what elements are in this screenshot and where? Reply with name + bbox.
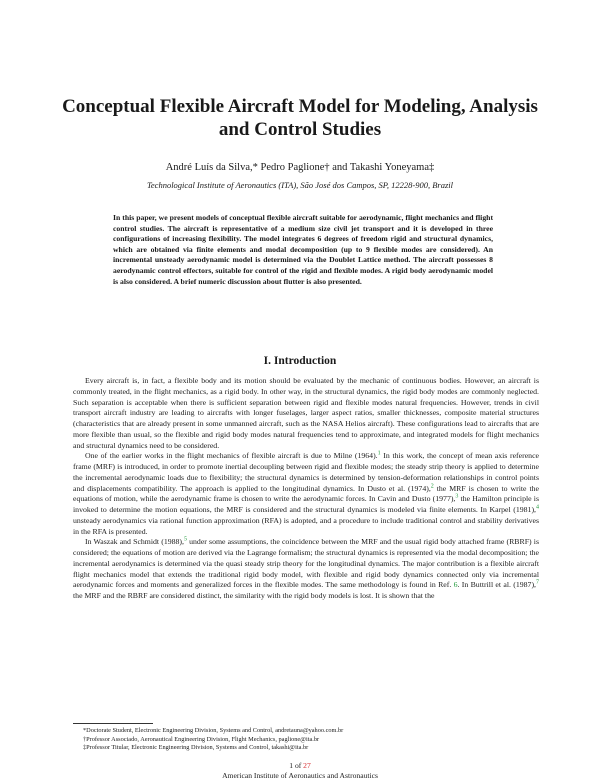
citation-2[interactable]: 2 bbox=[430, 482, 434, 489]
footnote-3: ‡Professor Titular, Electronic Engineering Division, Systems and Control, takashi@ita.br bbox=[83, 744, 309, 752]
author-list: André Luís da Silva,* Pedro Paglione† and Takashi Yoneyama‡ bbox=[165, 162, 435, 173]
footnote-2: †Professor Associado, Aeronautical Engineering Division, Flight Mechanics, paglione@ita.br bbox=[83, 735, 320, 743]
paragraph-3-text-b: under some assumptions, the coincidence between the MRF and the usual rigid body attached frame (RBRF) is considered; the equations of motion are derived via the Lagrange formalism; the structural dynamics is represented via the modal decomposition; the incremental aerodynamics is determined via the quasi steady strip theory for the longitudinal dynamics. The major contribution is a flexible aircraft flight mechanics model that extends the traditional rigid body model, with flexible and rigid body dynamics connected only via incremental aerodynamic forces and moments and generalized forces in the flexible modes. The same methodology is found in Ref. bbox=[73, 537, 539, 590]
organization-footer: American Institute of Aeronautics and Astronautics bbox=[222, 771, 378, 780]
page-of-label: of bbox=[294, 761, 302, 770]
paper-title: Conceptual Flexible Aircraft Model for Modeling, Analysis and Control Studies bbox=[62, 96, 538, 140]
paragraph-1: Every aircraft is, in fact, a flexible body and its motion should be evaluated by the mechanic of continuous bodies. However, an aircraft is commonly treated, in the flight mechanics, as a rigid body. In other way, in the structural dynamics, the rigid body modes are commonly neglected. Such separation is acceptable when there is sufficient separation between rigid and flexible modes natural frequencies. However, trends in civil transport aircraft industry are leading to aircrafts with longer fuselages, larger aspect ratios, smaller thicknesses, composite material structures (characteristics that are already present in some unmanned aircraft, such as the NASA Helios aircraft). These configurations lead to aircrafts that are more flexible than usual, so the flexible and rigid body modes natural frequencies tend to approximate, and integrated models for flight mechanics and structural dynamics need to be considered. bbox=[73, 376, 539, 450]
paragraph-3 bbox=[73, 537, 539, 602]
introduction-body bbox=[73, 376, 539, 602]
citation-7[interactable]: 7 bbox=[536, 579, 540, 586]
citation-5[interactable]: 5 bbox=[183, 536, 187, 543]
citation-1[interactable]: 1 bbox=[377, 450, 381, 457]
citation-3[interactable]: 3 bbox=[455, 493, 459, 500]
paragraph-2 bbox=[73, 451, 539, 537]
total-pages-link[interactable]: 27 bbox=[303, 761, 311, 770]
abstract: In this paper, we present models of conceptual flexible aircraft suitable for aerodynamic, flight mechanics and flight control studies. The aircraft is representative of a medium size civil jet transport and it is developed in three configurations of increasing flexibility. The model integrates 6 degrees of freedom rigid and structural dynamics, which are obtained via finite elements and modal decomposition (up to 9 flexible modes are considered). An incremental unsteady aerodynamic model is determined via the Doublet Lattice method. The aircraft possesses 8 aerodynamic control effectors, suitable for control of the rigid and flexible modes. A rigid body aerodynamic model is also considered. A brief numeric discussion about flutter is also presented. bbox=[113, 213, 493, 286]
paragraph-3-text-a: In Waszak and Schmidt (1988), bbox=[85, 537, 184, 547]
current-page: 1 bbox=[289, 761, 294, 770]
paragraph-2-text-d: the Hamilton principle is invoked to determine the motion equations, the MRF is considered and the structural dynamics is modeled via finite elements. In Karpel (1981), bbox=[73, 494, 539, 514]
paragraph-2-text-e: unsteady aerodynamics via rational function approximation (RFA) is adopted, and a procedure to include traditional control and stability derivatives in the RFA is presented. bbox=[73, 515, 539, 536]
footnote-1: *Doctorate Student, Electronic Engineering Division, Systems and Control, andretauna@yahoo.com.br bbox=[83, 727, 344, 734]
footnote-divider bbox=[73, 723, 153, 724]
page-number bbox=[0, 761, 600, 770]
citation-4[interactable]: 4 bbox=[536, 504, 539, 511]
paragraph-3-text-c: . In Buttrill et al. (1987), bbox=[457, 580, 537, 590]
paragraph-2-text-c: the MRF is chosen to write the equations of motion, while the aerodynamic frame is chosen to write the aerodynamic forces. In Cavin and Dusto (1977), bbox=[73, 483, 539, 504]
citation-6[interactable]: 6 bbox=[453, 580, 458, 590]
footnotes bbox=[73, 727, 539, 753]
paragraph-2-text-a: One of the earlier works in the flight mechanics of flexible aircraft is due to Milne (1964). bbox=[85, 451, 378, 461]
section-heading-introduction: I. Introduction bbox=[263, 355, 337, 367]
affiliation: Technological Institute of Aeronautics (ITA), São José dos Campos, SP, 12228-900, Brazil bbox=[146, 180, 454, 190]
paragraph-2-text-b: In this work, the concept of mean axis reference frame (MRF) is introduced, in order to promote inertial decoupling between rigid and flexible modes; the steady strip theory is applied to determine the incremental aerodynamic loads due to flexibility; the structural dynamics is determined by tension-deformation relationships in control points and displacements compatibility. The approach is applied to the longitudinal dynamics. In Dusto et al. (1974), bbox=[73, 451, 539, 493]
paragraph-3-text-d: the MRF and the RBRF are considered distinct, the similarity with the rigid body models is lost. It is shown that the bbox=[73, 591, 435, 600]
